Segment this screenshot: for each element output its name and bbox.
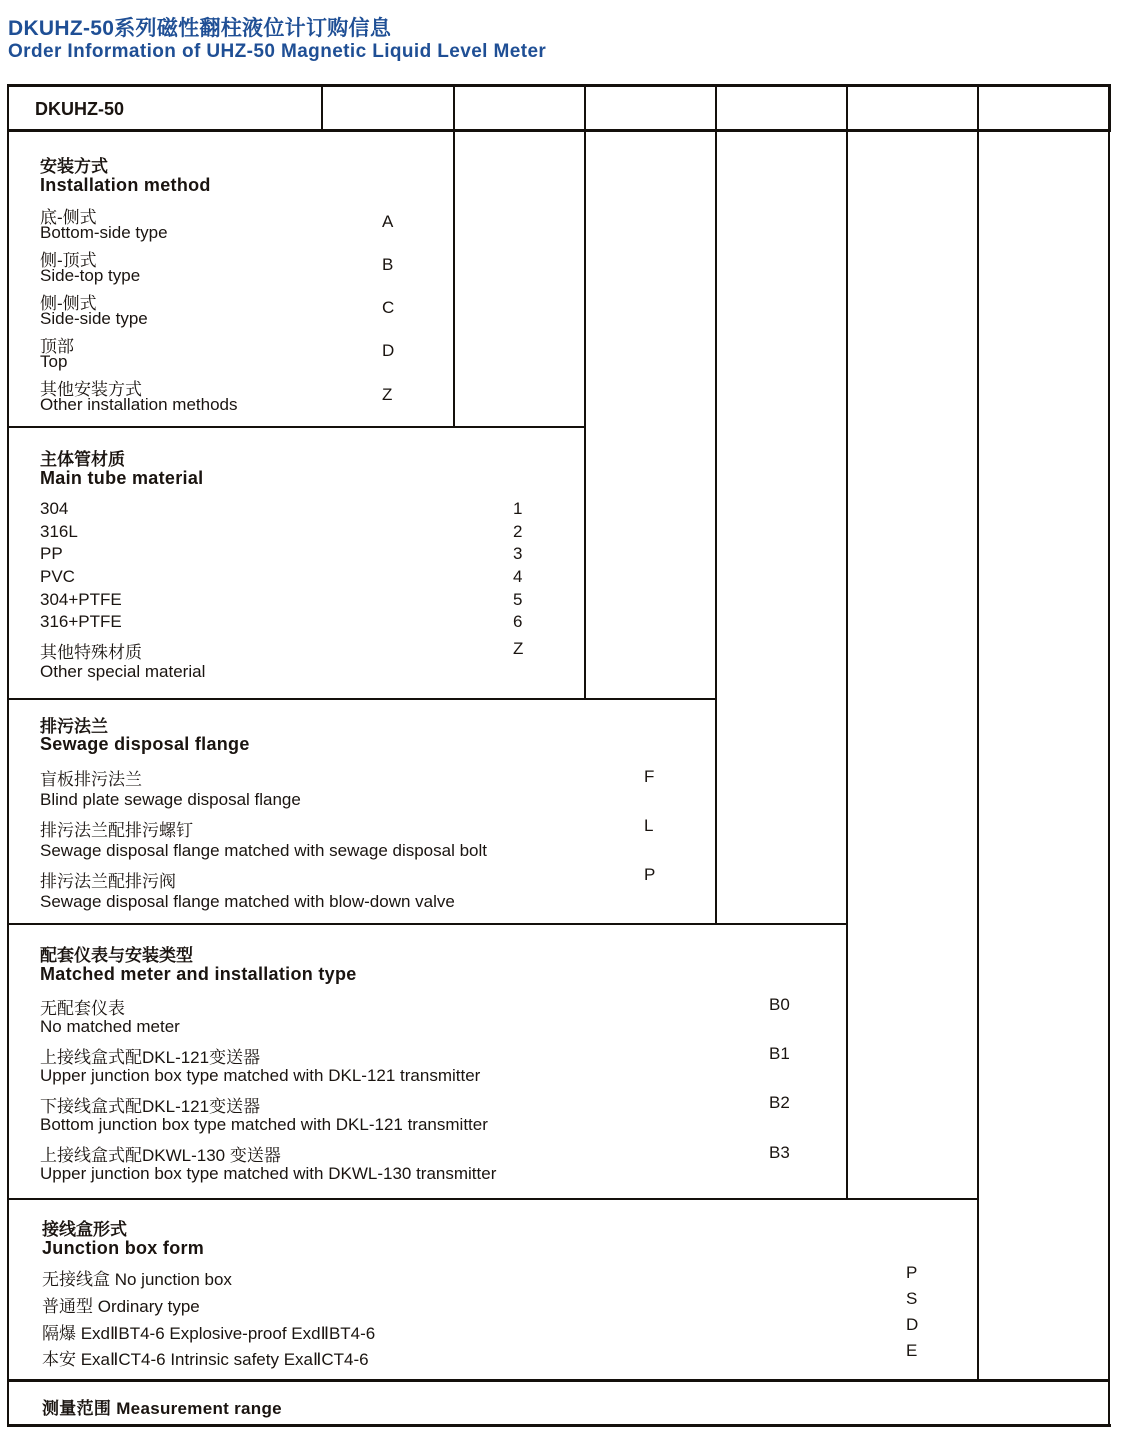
col-line-453 bbox=[453, 86, 455, 427]
option-code: C bbox=[382, 298, 395, 317]
col-line-846 bbox=[846, 86, 848, 1199]
option-cn: 排污法兰配排污阀 bbox=[40, 872, 176, 891]
section-title-en: Junction box form bbox=[42, 1238, 205, 1258]
code-slot-3[interactable] bbox=[586, 87, 714, 129]
option-cn: 无配套仪表 bbox=[40, 999, 125, 1018]
option-label: PVC bbox=[40, 567, 75, 586]
option-en: Sewage disposal flange matched with sewage disposal bolt bbox=[40, 841, 487, 860]
option-code: A bbox=[382, 212, 394, 231]
option-cn: 排污法兰配排污螺钉 bbox=[40, 821, 193, 840]
col-line-715 bbox=[715, 86, 717, 924]
option-code: B0 bbox=[769, 995, 790, 1014]
option-label: 316L bbox=[40, 522, 78, 541]
section-sep-2 bbox=[8, 698, 716, 700]
option-code: S bbox=[906, 1289, 918, 1308]
option-en: No matched meter bbox=[40, 1017, 180, 1036]
option-cn: 侧-顶式 bbox=[40, 251, 97, 270]
option-en: Side-top type bbox=[40, 266, 141, 285]
page-title-cn: DKUHZ-50系列磁性翻柱液位计订购信息 bbox=[8, 17, 392, 40]
section-title-en: Sewage disposal flange bbox=[40, 734, 250, 754]
option-code: 3 bbox=[513, 544, 523, 563]
option-en: Bottom junction box type matched with DKL-121 transmitter bbox=[40, 1115, 488, 1134]
option-en: Upper junction box type matched with DKWL-130 transmitter bbox=[40, 1164, 497, 1183]
option-code: 4 bbox=[513, 567, 523, 586]
option-en: Top bbox=[40, 352, 68, 371]
code-slot-2[interactable] bbox=[455, 87, 583, 129]
option-code: 6 bbox=[513, 612, 523, 631]
table-bottom-border bbox=[7, 1424, 1111, 1427]
option-en: Sewage disposal flange matched with blow-down valve bbox=[40, 892, 455, 911]
option-code: D bbox=[906, 1315, 919, 1334]
col-line-977 bbox=[977, 86, 979, 1381]
option-cn: 盲板排污法兰 bbox=[40, 770, 142, 789]
section-title-cn: 配套仪表与安装类型 bbox=[40, 946, 193, 965]
section-title-cn: 接线盒形式 bbox=[42, 1220, 127, 1239]
table-right-border-lower bbox=[1108, 131, 1110, 1427]
option-label: 本安 ExaⅡCT4-6 Intrinsic safety ExaⅡCT4-6 bbox=[42, 1350, 369, 1369]
option-code: Z bbox=[513, 639, 524, 658]
option-code: 1 bbox=[513, 499, 523, 518]
code-slot-1[interactable] bbox=[323, 87, 452, 129]
option-label: 304+PTFE bbox=[40, 590, 122, 609]
section-sep-3 bbox=[8, 923, 847, 925]
header-bottom-border bbox=[7, 129, 1110, 132]
col-line-584 bbox=[584, 86, 586, 699]
option-cn: 侧-侧式 bbox=[40, 294, 97, 313]
model-code-header: DKUHZ-50 bbox=[35, 99, 125, 119]
table-left-border bbox=[7, 84, 9, 1427]
option-en: Blind plate sewage disposal flange bbox=[40, 790, 301, 809]
code-slot-4[interactable] bbox=[717, 87, 845, 129]
option-en: Other installation methods bbox=[40, 395, 238, 414]
option-cn: 上接线盒式配DKL-121变送器 bbox=[40, 1048, 261, 1067]
option-code: P bbox=[906, 1263, 918, 1282]
table-right-border bbox=[1108, 84, 1111, 132]
option-label: 普通型 Ordinary type bbox=[42, 1297, 200, 1316]
option-label: 316+PTFE bbox=[40, 612, 122, 631]
option-label: 304 bbox=[40, 499, 69, 518]
section-title-cn: 主体管材质 bbox=[40, 450, 125, 469]
option-cn: 下接线盒式配DKL-121变送器 bbox=[40, 1097, 261, 1116]
option-code: D bbox=[382, 341, 395, 360]
option-code: P bbox=[644, 865, 656, 884]
section-title-en: Installation method bbox=[40, 175, 211, 195]
option-code: F bbox=[644, 767, 655, 786]
code-slot-5[interactable] bbox=[848, 87, 976, 129]
section-title-cn: 排污法兰 bbox=[40, 717, 108, 736]
option-code: B2 bbox=[769, 1093, 790, 1112]
option-code: 2 bbox=[513, 522, 523, 541]
option-code: E bbox=[906, 1341, 918, 1360]
section-title-en: Matched meter and installation type bbox=[40, 964, 357, 984]
option-label: PP bbox=[40, 544, 63, 563]
section-sep-4 bbox=[8, 1198, 978, 1200]
option-label: 隔爆 ExdⅡBT4-6 Explosive-proof ExdⅡBT4-6 bbox=[42, 1324, 376, 1343]
option-label: 无接线盒 No junction box bbox=[42, 1270, 232, 1289]
option-label-en: Other special material bbox=[40, 662, 206, 681]
option-code: Z bbox=[382, 385, 393, 404]
page-title-en: Order Information of UHZ-50 Magnetic Liquid Level Meter bbox=[8, 41, 547, 62]
option-en: Side-side type bbox=[40, 309, 148, 328]
option-code: B1 bbox=[769, 1044, 790, 1063]
section-title-cn: 安装方式 bbox=[40, 157, 108, 176]
option-cn: 底-侧式 bbox=[40, 208, 97, 227]
section-sep-1 bbox=[8, 426, 585, 428]
option-cn: 其他安装方式 bbox=[40, 380, 142, 399]
code-slot-6[interactable] bbox=[979, 87, 1107, 129]
option-cn: 上接线盒式配DKWL-130 变送器 bbox=[40, 1146, 281, 1165]
option-cn: 顶部 bbox=[40, 337, 74, 356]
option-en: Bottom-side type bbox=[40, 223, 168, 242]
section-title-en: Main tube material bbox=[40, 468, 204, 488]
option-code: B3 bbox=[769, 1143, 790, 1162]
option-code: 5 bbox=[513, 590, 523, 609]
option-en: Upper junction box type matched with DKL-121 transmitter bbox=[40, 1066, 481, 1085]
option-code: L bbox=[644, 816, 654, 835]
measurement-range-label: 测量范围 Measurement range bbox=[42, 1399, 282, 1418]
option-code: B bbox=[382, 255, 394, 274]
footer-top-border bbox=[7, 1379, 1110, 1382]
option-label: 其他特殊材质 bbox=[40, 643, 142, 662]
